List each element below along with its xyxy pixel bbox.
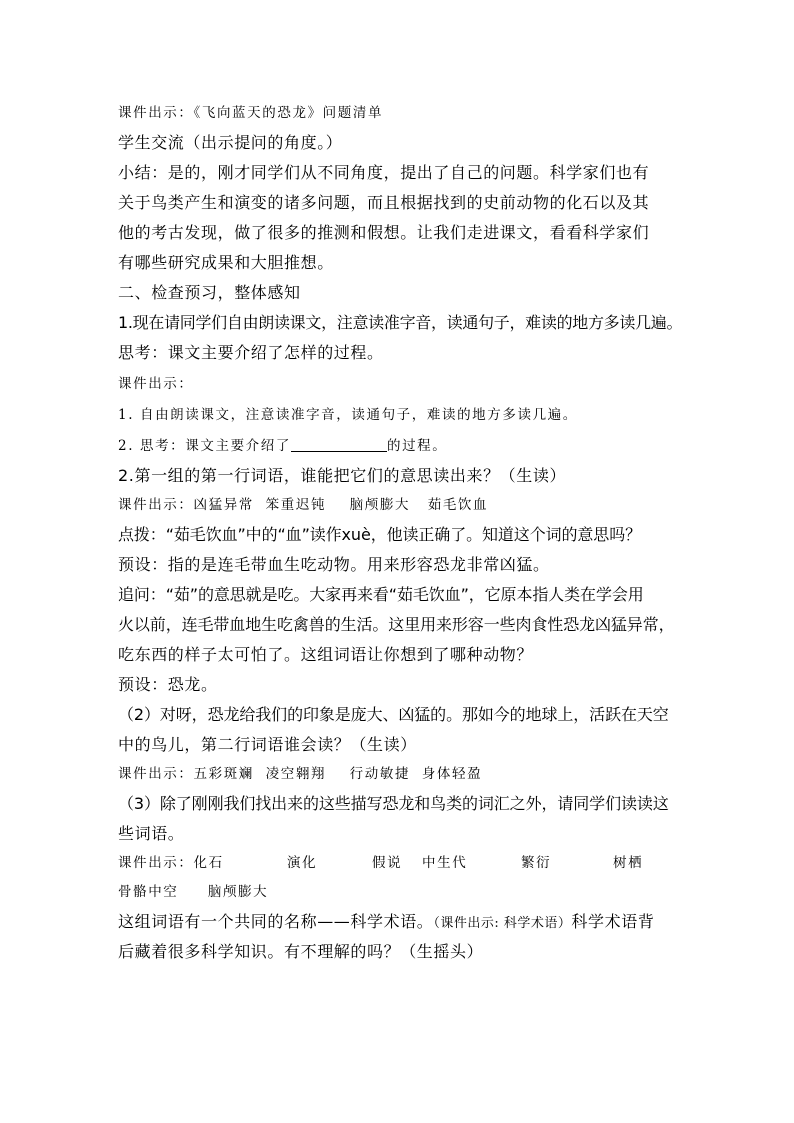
text-line: 吃东西的样子太可怕了。这组词语让你想到了哪种动物？ [118, 645, 534, 664]
courseware-line: 课件出示：凶猛异常 笨重迟钝 脑颅膨大 茹毛饮血 [118, 497, 489, 513]
courseware-line [118, 432, 688, 461]
text-line: 预设：恐龙。 [118, 675, 218, 694]
courseware-line: 课件出示： [118, 376, 194, 392]
text-line: 关于鸟类产生和演变的诸多问题，而且根据找到的史前动物的化石以及其 [118, 193, 650, 212]
section-heading: 二、检查预习，整体感知 [118, 283, 301, 302]
courseware-line [118, 849, 688, 878]
text-line: 小结：是的，刚才同学们从不同角度，提出了自己的问题。科学家们也有 [118, 163, 650, 182]
text-line: 学生交流（出示提问的角度。） [118, 133, 343, 152]
text-segment: 这组词语有一个共同的名称——科学术语。 [118, 912, 434, 931]
text-line: 些词语。 [118, 824, 185, 843]
text-line: 中的鸟儿，第二行词语谁会读？（生读） [118, 735, 417, 754]
term-word: 演化 [287, 855, 318, 871]
term-word: 繁衍 [521, 855, 552, 871]
term-word: 树栖 [613, 855, 644, 871]
text-line: 2.第一组的第一行词语，谁能把它们的意思读出来？（生读） [118, 466, 567, 485]
courseware-line: 骨骼中空 脑颅膨大 [118, 884, 269, 900]
term-word: 课件出示：化石 [118, 855, 224, 871]
text-line: 思考：课文主要介绍了怎样的过程。 [118, 343, 384, 362]
term-word: 假说 [372, 855, 403, 871]
text-segment: 科学术语背 [571, 912, 655, 931]
text-line: （2）对呀，恐龙给我们的印象是庞大、凶猛的。那如今的地球上，活跃在天空 [118, 705, 669, 724]
courseware-line: 1. 自由朗读课文，注意读准字音，读通句子，难读的地方多读几遍。 [118, 407, 578, 423]
text-line: 他的考古发现，做了很多的推测和假想。让我们走进课文，看看科学家们 [118, 223, 650, 242]
text-line: 预设：指的是连毛带血生吃动物。用来形容恐龙非常凶猛。 [118, 555, 550, 574]
courseware-line: 课件出示：五彩斑斓 凌空翱翔 行动敏捷 身体轻盈 [118, 766, 483, 782]
text-line [118, 907, 688, 937]
text-line: 火以前，连毛带血地生吃禽兽的生活。这里用来形容一些肉食性恐龙凶猛异常， [118, 615, 675, 634]
courseware-inline: （课件出示: 科学术语） [433, 916, 572, 931]
text-line: 点拨：“茹毛饮血”中的“血”读作xuè，他读正确了。知道这个词的意思吗？ [118, 525, 642, 544]
document-body [118, 99, 688, 967]
fill-blank [291, 437, 387, 452]
text-line: 后藏着很多科学知识。有不理解的吗？（生摇头） [118, 942, 484, 961]
text-line: 追问：“茹”的意思就是吃。大家再来看“茹毛饮血”，它原本指人类在学会用 [118, 585, 644, 604]
courseware-text: 2. 思考：课文主要介绍了 [118, 438, 291, 454]
courseware-text: 的过程。 [386, 438, 448, 454]
text-line: 有哪些研究成果和大胆推想。 [118, 253, 334, 272]
text-line: 1.现在请同学们自由朗读课文，注意读准字音，读通句子，难读的地方多读几遍。 [118, 313, 683, 332]
courseware-line: 课件出示：《飞向蓝天的恐龙》问题清单 [118, 105, 384, 121]
text-line: （3）除了刚刚我们找出来的这些描写恐龙和鸟类的词汇之外，请同学们读读这 [118, 794, 669, 813]
term-word: 中生代 [422, 855, 468, 871]
